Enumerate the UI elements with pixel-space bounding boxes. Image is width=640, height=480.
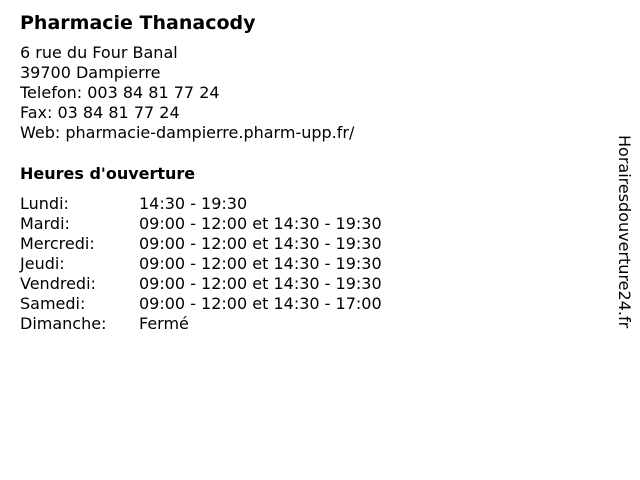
day-hours: 09:00 - 12:00 et 14:30 - 19:30 [139, 234, 382, 253]
hours-row-saturday [20, 294, 382, 314]
day-label: Samedi: [20, 294, 86, 313]
day-hours: Fermé [139, 314, 189, 333]
day-label: Vendredi: [20, 274, 96, 293]
hours-row-tuesday [20, 214, 382, 234]
address-city: 39700 Dampierre [20, 63, 161, 82]
fax-number: Fax: 03 84 81 77 24 [20, 103, 180, 122]
hours-row-friday [20, 274, 382, 294]
opening-hours-heading: Heures d'ouverture [20, 164, 196, 183]
day-hours: 09:00 - 12:00 et 14:30 - 19:30 [139, 254, 382, 273]
day-label: Mardi: [20, 214, 70, 233]
day-label: Dimanche: [20, 314, 107, 333]
day-label: Mercredi: [20, 234, 95, 253]
day-label: Lundi: [20, 194, 69, 213]
website-link: Web: pharmacie-dampierre.pharm-upp.fr/ [20, 123, 355, 142]
day-hours: 09:00 - 12:00 et 14:30 - 19:30 [139, 274, 382, 293]
contact-info [20, 43, 354, 143]
hours-row-wednesday [20, 234, 382, 254]
phone-number: Telefon: 003 84 81 77 24 [20, 83, 220, 102]
pharmacy-name: Pharmacie Thanacody [20, 12, 256, 34]
hours-row-monday [20, 194, 382, 214]
day-label: Jeudi: [20, 254, 65, 273]
day-hours: 09:00 - 12:00 et 14:30 - 19:30 [139, 214, 382, 233]
address-street: 6 rue du Four Banal [20, 43, 178, 62]
hours-row-sunday [20, 314, 382, 334]
hours-row-thursday [20, 254, 382, 274]
opening-hours-table [20, 194, 382, 334]
watermark-text: Horairesdouverture24.fr [615, 135, 634, 329]
day-hours: 14:30 - 19:30 [139, 194, 248, 213]
site-watermark [612, 135, 636, 345]
day-hours: 09:00 - 12:00 et 14:30 - 17:00 [139, 294, 382, 313]
